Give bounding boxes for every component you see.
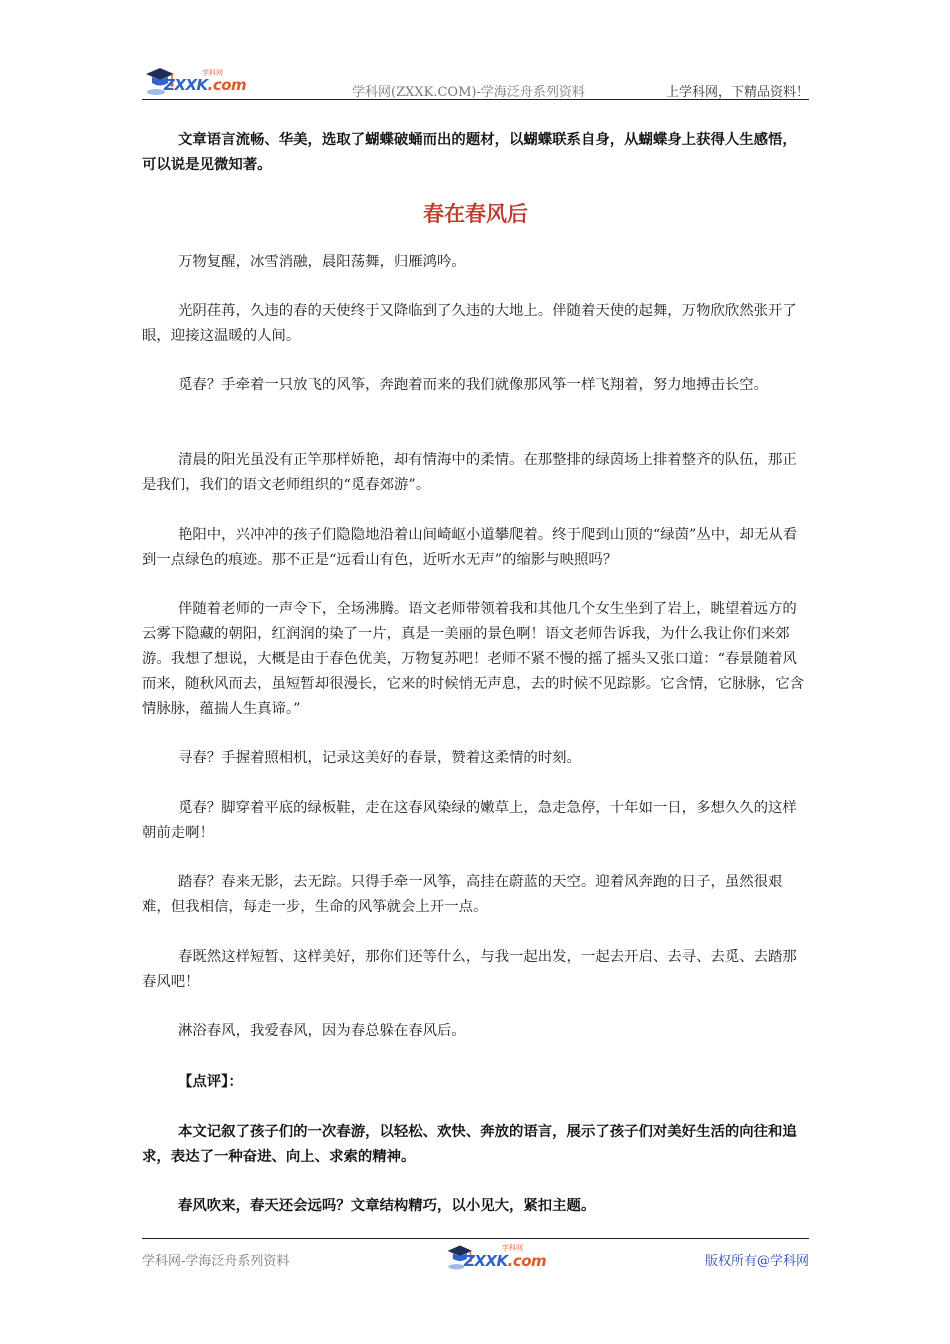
footer-logo-wordmark: ZXXK.com (464, 1252, 547, 1270)
article-paragraph: 光阴荏苒，久违的春的天使终于又降临到了久违的大地上。伴随着天使的起舞，万物欣欣然张开了眼，迎接这温暖的人间。 (142, 303, 797, 344)
review-label: 【点评】： (178, 1073, 243, 1090)
page-footer (142, 1242, 809, 1272)
page-header (142, 64, 809, 100)
footer-logo-tagline: 学科网 (502, 1244, 523, 1252)
article-paragraph: 清晨的阳光虽没有正竿那样娇艳，却有情海中的柔情。在那整排的绿茵场上排着整齐的队伍，那正是我们，我们的语文老师组织的“觅春郊游”。 (142, 452, 797, 493)
article-paragraph: 觅春？手牵着一只放飞的风筝，奔跑着而来的我们就像那风筝一样飞翔着，努力地搏击长空。 (178, 377, 769, 393)
logo-tagline: 学科网 (202, 69, 223, 77)
article-paragraph: 春既然这样短暂、这样美好，那你们还等什么，与我一起出发，一起去开启、去寻、去觅、去踏那春风吧！ (142, 949, 797, 990)
header-divider (142, 99, 809, 100)
article-title: 春在春风后 (423, 201, 528, 226)
article-paragraph: 寻春？手握着照相机，记录这美好的春景，赞着这柔情的时刻。 (178, 750, 581, 766)
review-paragraph: 本文记叙了孩子们的一次春游，以轻松、欢快、奔放的语言，展示了孩子们对美好生活的向往和追求，表达了一种奋进、向上、求索的精神。 (142, 1123, 797, 1165)
footer-series-name: 学科网-学海泛舟系列资料 (142, 1254, 290, 1269)
article-paragraph: 觅春？脚穿着平底的绿板鞋，走在这春风染绿的嫩草上，急走急停，十年如一日，多想久久的这样朝前走啊！ (142, 800, 797, 841)
footer-logo[interactable] (444, 1242, 554, 1272)
logo-wordmark: ZXXK.com (164, 76, 247, 94)
footer-copyright-link[interactable]: 版权所有@学科网 (704, 1254, 809, 1269)
article-paragraph: 万物复醒，冰雪消融，晨阳荡舞，归雁鸿吟。 (178, 254, 466, 270)
intro-comment: 文章语言流畅、华美，选取了蝴蝶破蛹而出的题材，以蝴蝶联系自身，从蝴蝶身上获得人生感悟，可以说是见微知著。 (142, 131, 797, 173)
article-paragraph: 淋浴春风，我爱春风，因为春总躲在春风后。 (178, 1023, 466, 1039)
footer-divider (142, 1238, 809, 1239)
header-slogan: 上学科网，下精品资料！ (665, 85, 809, 100)
article-paragraph: 伴随着老师的一声令下，全场沸腾。语文老师带领着我和其他几个女生坐到了岩上，眺望着远方的云雾下隐藏的朝阳，红润润的染了一片，真是一美丽的景色啊！语文老师告诉我，为什么我让你们来郊游。我想了想说，大概是由于春色优美，万物复苏吧！老师不紧不慢的摇了摇头又张口道：“春景随着风而来，随秋风而去，虽短暂却很漫长，它来的时候悄无声息，去的时候不见踪影。它含情，它脉脉，它含情脉脉，蕴揣人生真谛。” (142, 601, 804, 717)
article-paragraph: 艳阳中，兴冲冲的孩子们隐隐地沿着山间崎岖小道攀爬着。终于爬到山顶的“绿茵”丛中，却无从看到一点绿色的痕迹。那不正是“远看山有色，近听水无声”的缩影与映照吗？ (142, 527, 798, 568)
header-site-title: 学科网(ZXXK.COM)-学海泛舟系列资料 (352, 85, 585, 100)
site-logo[interactable] (142, 64, 252, 98)
review-paragraph: 春风吹来，春天还会远吗？文章结构精巧，以小见大，紧扣主题。 (178, 1197, 596, 1214)
article-paragraph: 踏春？春来无影，去无踪。只得手牵一风筝，高挂在蔚蓝的天空。迎着风奔跑的日子，虽然很艰难，但我相信，每走一步，生命的风筝就会上开一点。 (142, 874, 783, 915)
